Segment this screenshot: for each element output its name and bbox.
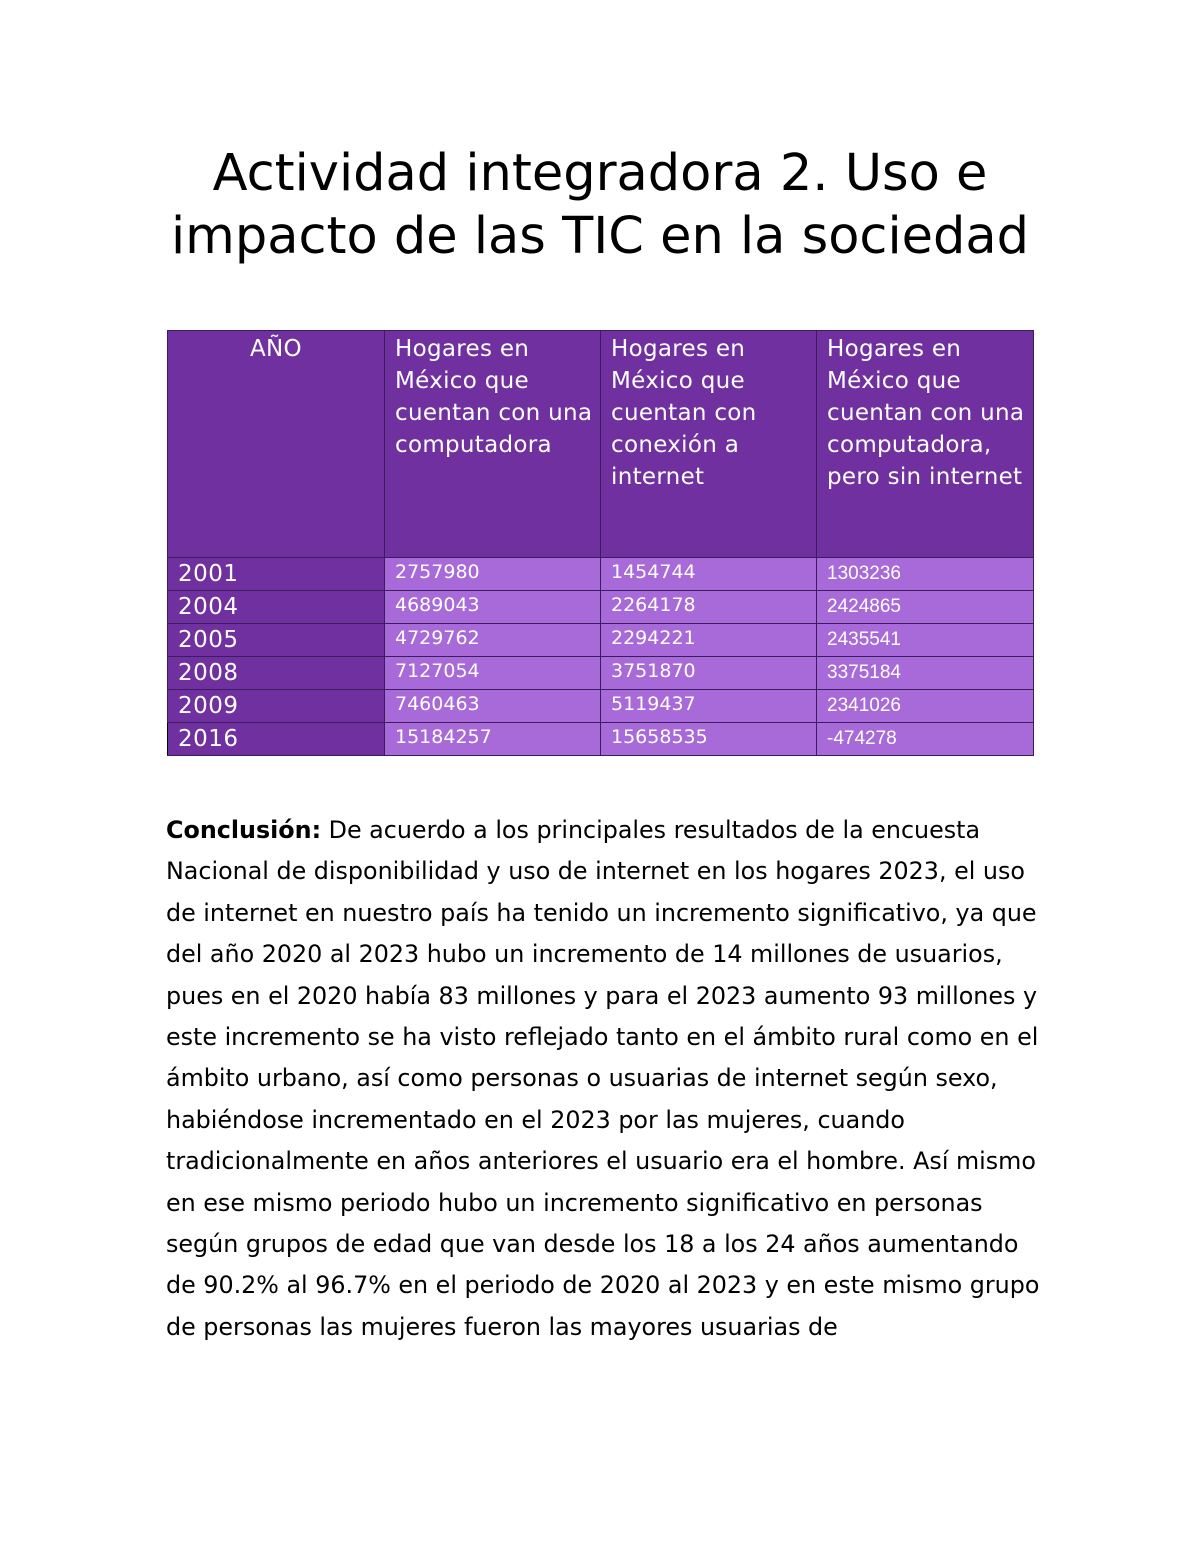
computer-no-internet-cell: 2435541 — [817, 624, 1034, 657]
households-table — [167, 330, 1034, 756]
internet-cell: 2264178 — [601, 591, 817, 624]
computer-no-internet-cell: 2424865 — [817, 591, 1034, 624]
computer-no-internet-cell: -474278 — [817, 723, 1034, 756]
computer-cell: 4689043 — [385, 591, 601, 624]
year-cell: 2001 — [168, 558, 385, 591]
table-row — [168, 723, 1034, 756]
computer-cell: 7460463 — [385, 690, 601, 723]
internet-cell: 5119437 — [601, 690, 817, 723]
computer-cell: 2757980 — [385, 558, 601, 591]
computer-no-internet-cell: 3375184 — [817, 657, 1034, 690]
year-cell: 2009 — [168, 690, 385, 723]
internet-cell: 2294221 — [601, 624, 817, 657]
year-cell: 2016 — [168, 723, 385, 756]
computer-no-internet-cell: 2341026 — [817, 690, 1034, 723]
internet-cell: 15658535 — [601, 723, 817, 756]
conclusion-paragraph — [166, 810, 1046, 1348]
table-row — [168, 690, 1034, 723]
header-year: AÑO — [168, 331, 385, 558]
header-computer-no-internet: Hogares en México que cuentan con una computadora, pero sin internet — [817, 331, 1034, 558]
header-computer: Hogares en México que cuentan con una computadora — [385, 331, 601, 558]
header-internet: Hogares en México que cuentan con conexión a internet — [601, 331, 817, 558]
document-title: Actividad integradora 2. Uso e impacto de las TIC en la sociedad — [170, 144, 1029, 266]
table-row — [168, 657, 1034, 690]
internet-cell: 3751870 — [601, 657, 817, 690]
table-row — [168, 591, 1034, 624]
table-row — [168, 624, 1034, 657]
conclusion-text: De acuerdo a los principales resultados de la encuesta Nacional de disponibilidad y uso de internet en los hogares 2023, el uso de internet en nuestro país ha tenido un incremento significativo, ya que del año 2020 al 2023 hubo un incremento de 14 millones de usuarios, pues en el 2020 había 83 millones y para el 2023 aumento 93 millones y este incremento se ha visto reflejado tanto en el ámbito rural como en el ámbito urbano, así como personas o usuarias de internet según sexo, habiéndose incrementado en el 2023 por las mujeres, cuando tradicionalmente en años anteriores el usuario era el hombre. Así mismo en ese mismo periodo hubo un incremento significativo en personas según grupos de edad que van desde los 18 a los 24 años aumentando de 90.2% al 96.7% en el periodo de 2020 al 2023 y en este mismo grupo de personas las mujeres fueron las mayores usuarias de — [166, 816, 1040, 1341]
conclusion-label: Conclusión: — [166, 816, 322, 844]
table-header-row — [168, 331, 1034, 558]
computer-no-internet-cell: 1303236 — [817, 558, 1034, 591]
computer-cell: 7127054 — [385, 657, 601, 690]
year-cell: 2005 — [168, 624, 385, 657]
table-row — [168, 558, 1034, 591]
computer-cell: 15184257 — [385, 723, 601, 756]
year-cell: 2004 — [168, 591, 385, 624]
computer-cell: 4729762 — [385, 624, 601, 657]
internet-cell: 1454744 — [601, 558, 817, 591]
year-cell: 2008 — [168, 657, 385, 690]
